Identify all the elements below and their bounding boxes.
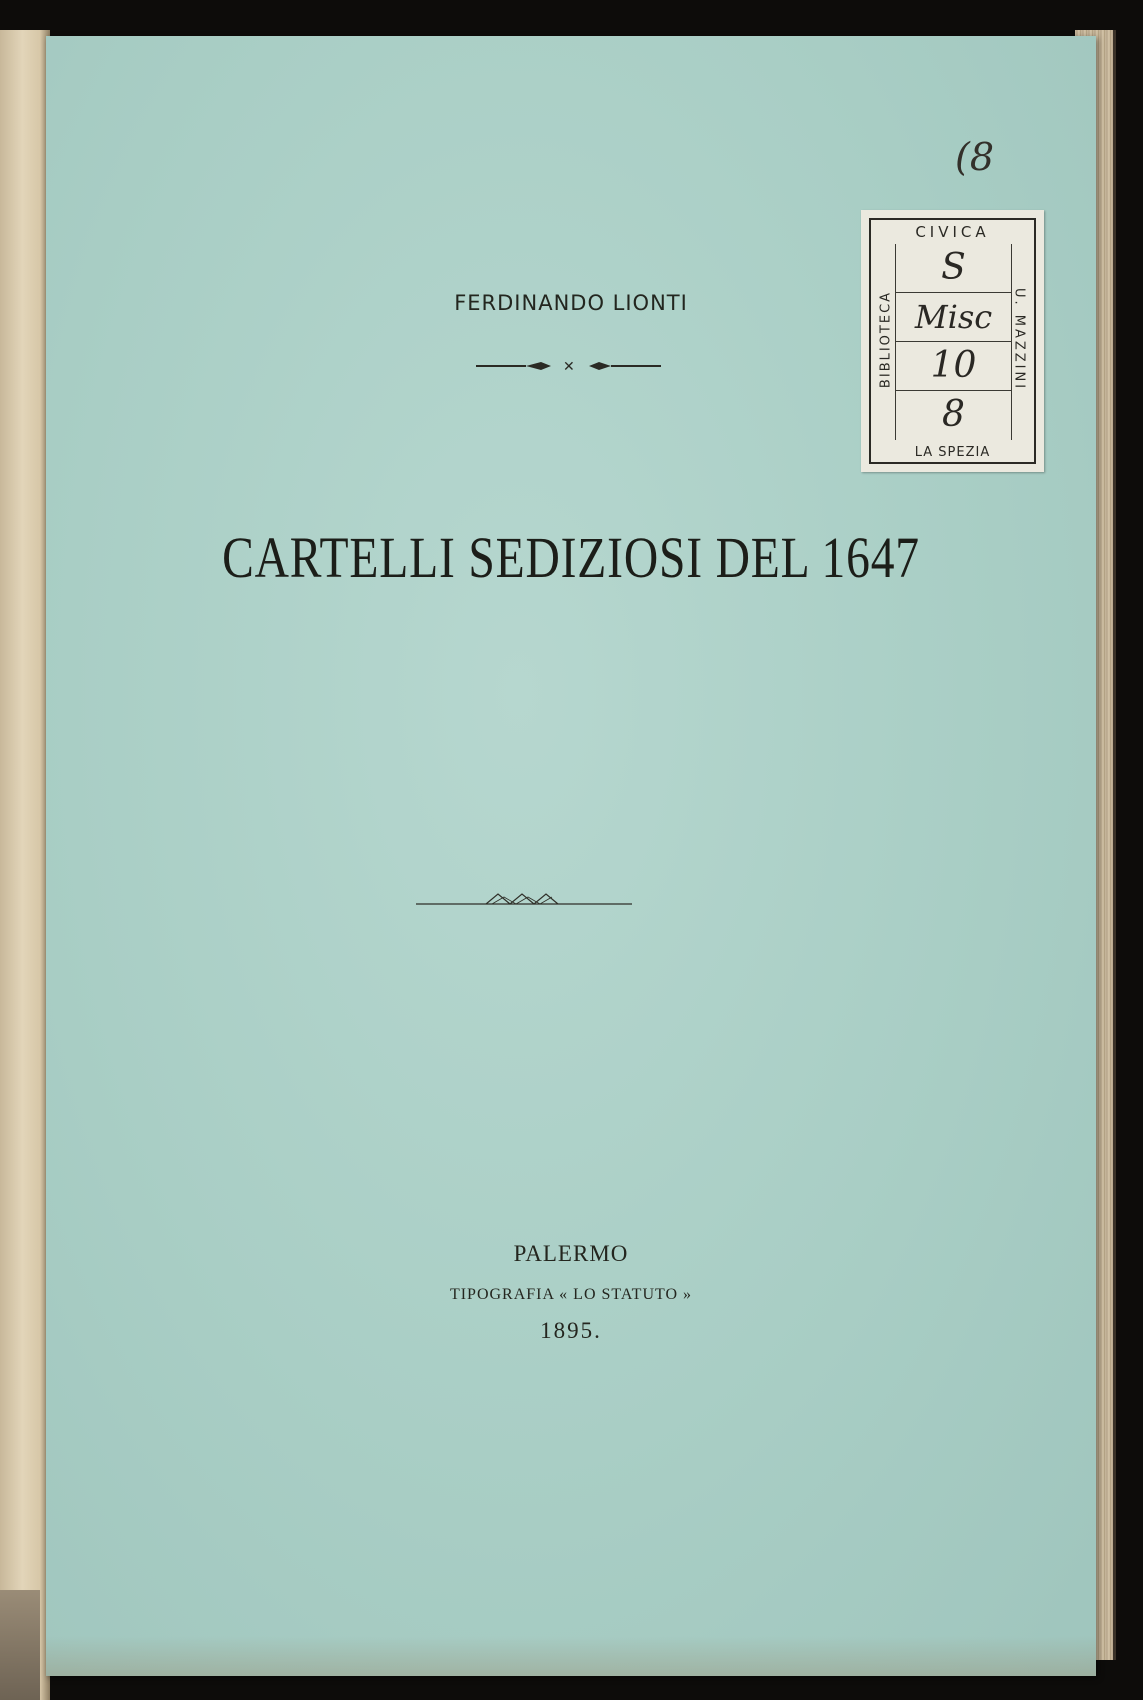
handwritten-note: (8 bbox=[955, 135, 995, 179]
imprint-city: PALERMO bbox=[513, 1241, 629, 1266]
imprint-year: 1895. bbox=[540, 1318, 602, 1343]
shelfmark-line: S bbox=[896, 244, 1011, 293]
label-right-text: U. MAZZINI bbox=[1011, 287, 1027, 392]
label-top-text: CIVICA bbox=[915, 223, 990, 241]
shelfmark-grid bbox=[895, 244, 1012, 440]
middle-ornament-icon bbox=[414, 891, 634, 911]
library-label bbox=[861, 210, 1044, 472]
shelfmark-line: Misc bbox=[896, 293, 1011, 342]
binding-tab bbox=[0, 1590, 40, 1700]
author-name: FERDINANDO LIONTI bbox=[454, 291, 688, 315]
imprint-printer: TIPOGRAFIA « LO STATUTO » bbox=[449, 1286, 693, 1303]
cover-bottom-edge bbox=[46, 1636, 1096, 1676]
top-ornament-icon bbox=[471, 356, 671, 376]
svg-text:✕: ✕ bbox=[563, 359, 575, 375]
shelfmark-line: 8 bbox=[942, 394, 965, 435]
shelfmark-line: 10 bbox=[896, 342, 1011, 391]
label-frame bbox=[869, 218, 1036, 464]
label-left-text: BIBLIOTECA bbox=[878, 290, 894, 389]
label-bottom-text: LA SPEZIA bbox=[914, 445, 991, 460]
book-title: CARTELLI SEDIZIOSI DEL 1647 bbox=[222, 525, 920, 590]
book-spine bbox=[0, 30, 50, 1700]
